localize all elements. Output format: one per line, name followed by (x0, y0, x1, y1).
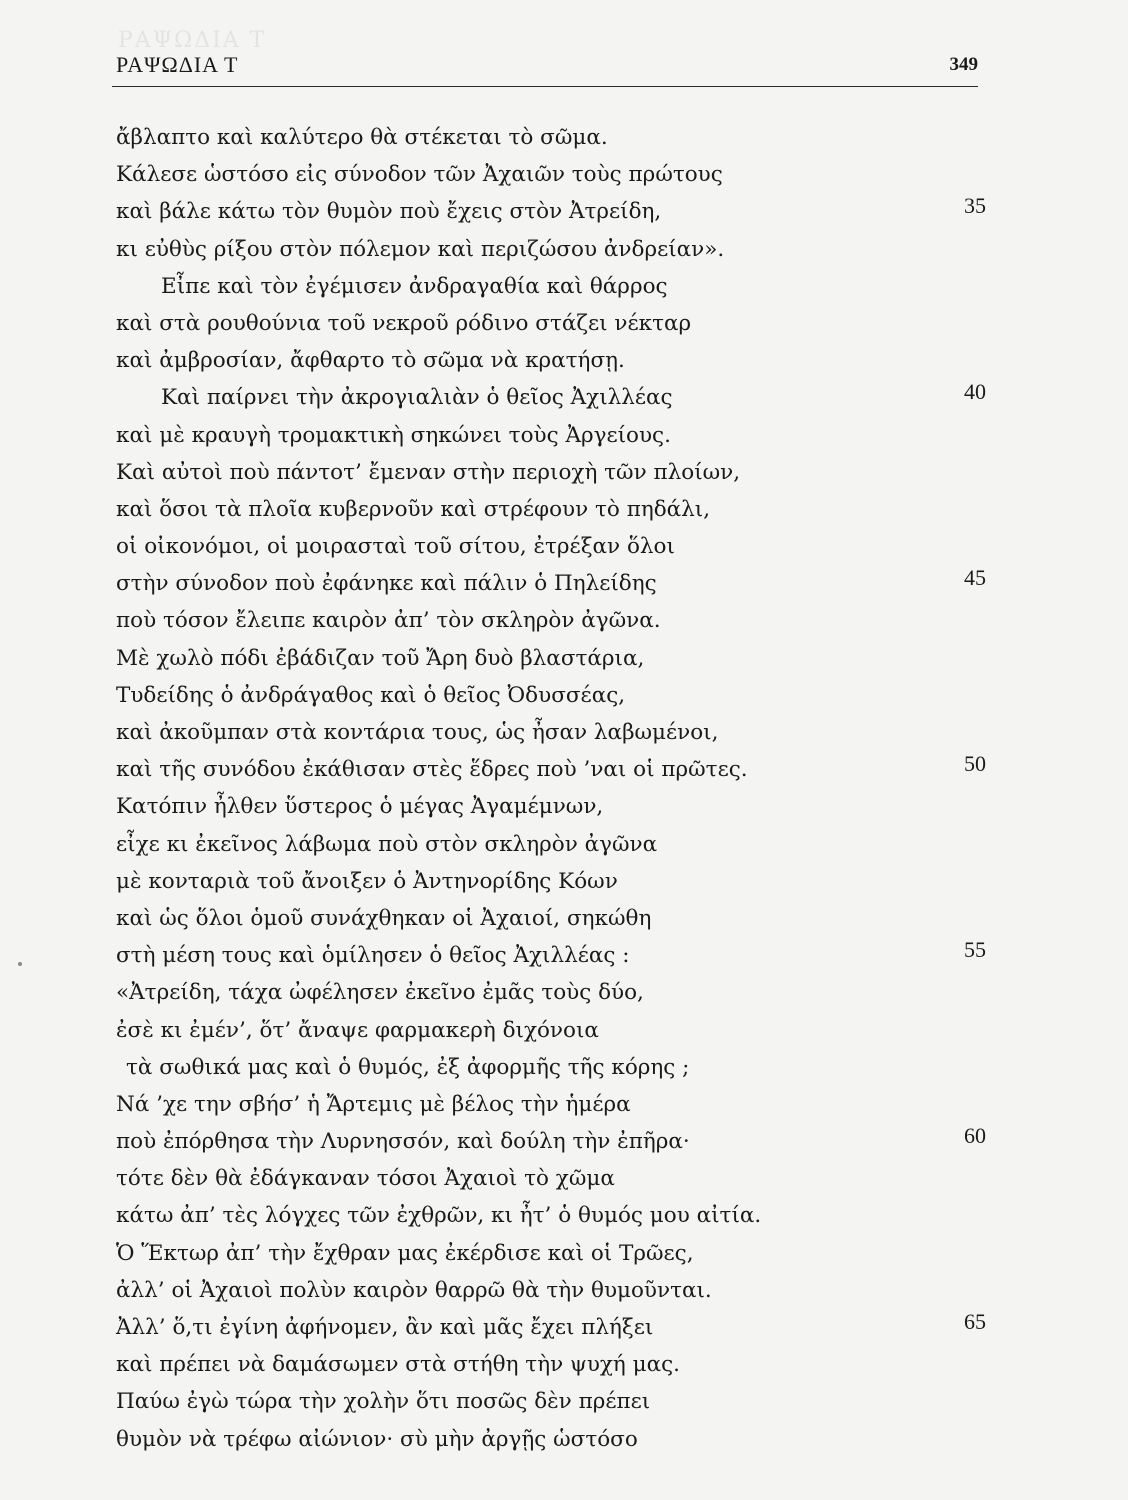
page-header (116, 52, 982, 86)
verse-line (116, 454, 986, 491)
verse-line (116, 1383, 986, 1420)
verse-line (116, 937, 986, 974)
verse-text: τότε δὲν θὰ ἐδάγκαναν τόσοι Ἀχαιοὶ τὸ χῶμα (116, 1166, 615, 1192)
running-head: ΡΑΨΩΔΙΑ Τ (116, 52, 239, 77)
verse-text: ποὺ ἐπόρθησα τὴν Λυρνησσόν, καὶ δούλη τὴν ἐπῆρα· (116, 1129, 690, 1155)
verse-text: Μὲ χωλὸ πόδι ἐβάδιζαν τοῦ Ἄρη δυὸ βλαστάρια, (116, 645, 645, 671)
verse-line (116, 714, 986, 751)
verse-text: Καὶ αὐτοὶ ποὺ πάντοτ’ ἔμεναν στὴν περιοχὴ τῶν πλοίων, (116, 459, 741, 485)
verse-text: «Ἀτρείδη, τάχα ὠφέλησεν ἐκεῖνο ἐμᾶς τοὺς δύο, (116, 980, 644, 1006)
bleed-through-text: ΡΑΨΩΔΙΑ Τ (118, 28, 267, 53)
verse-text: θυμὸν νὰ τρέφω αἰώνιον· σὺ μὴν ἀργῇς ὡστόσο (116, 1426, 638, 1452)
line-number: 35 (964, 193, 986, 219)
verse-line (116, 528, 986, 565)
verse-line (116, 156, 986, 193)
verse-line (116, 1421, 986, 1458)
verse-text: Ἀλλ’ ὅ,τι ἐγίνη ἀφήνομεν, ἂν καὶ μᾶς ἔχει πλήξει (116, 1315, 654, 1340)
line-number: 65 (964, 1309, 986, 1334)
verse-line (116, 342, 986, 379)
verse-text: ἄβλαπτο καὶ καλύτερο θὰ στέκεται τὸ σῶμα. (116, 125, 608, 150)
verse-line (116, 1086, 986, 1123)
verse-line (116, 491, 986, 528)
verse-text: καὶ στὰ ρουθούνια τοῦ νεκροῦ ρόδινο στάζει νέκταρ (116, 310, 692, 336)
verse-text: ἐσὲ κι ἐμέν’, ὅτ’ ἄναψε φαρμακερὴ διχόνοια (116, 1017, 599, 1043)
header-rule (112, 86, 978, 87)
verse-text: καὶ βάλε κάτω τὸν θυμὸν ποὺ ἔχεις στὸν Ἀτρείδη, (116, 199, 662, 225)
verse-line (116, 1012, 986, 1049)
verse-line (116, 900, 986, 937)
verse-text: καὶ ὡς ὅλοι ὁμοῦ συνάχθηκαν οἱ Ἀχαιοί, σηκώθη (116, 905, 652, 931)
verse-line (116, 640, 986, 677)
verse-line (116, 1309, 986, 1346)
verse-line (116, 193, 986, 230)
verse-line (116, 305, 986, 342)
verse-text: Εἶπε καὶ τὸν ἐγέμισεν ἀνδραγαθία καὶ θάρρος (161, 273, 668, 299)
verse-text: μὲ κονταριὰ τοῦ ἄνοιξεν ὁ Ἀντηνορίδης Κόων (116, 868, 618, 894)
line-number: 55 (964, 937, 986, 963)
verse-text: Ὁ Ἕκτωρ ἀπ’ τὴν ἔχθραν μας ἐκέρδισε καὶ οἱ Τρῶες, (116, 1240, 694, 1266)
verse-line (116, 974, 986, 1011)
verse-text: Τυδείδης ὁ ἀνδράγαθος καὶ ὁ θεῖος Ὀδυσσέας, (116, 682, 626, 708)
verse-text: Κάλεσε ὡστόσο εἰς σύνοδον τῶν Ἀχαιῶν τοὺς πρώτους (116, 162, 723, 188)
line-number: 60 (964, 1123, 986, 1149)
verse-line (116, 1272, 986, 1309)
line-number: 40 (964, 379, 986, 405)
verse-text: ποὺ τόσον ἔλειπε καιρὸν ἀπ’ τὸν σκληρὸν ἀγῶνα. (116, 608, 661, 634)
verse-line (116, 231, 986, 268)
verse-text: τὰ σωθικά μας καὶ ὁ θυμός, ἐξ ἀφορμῆς τῆς κόρης ; (126, 1054, 690, 1080)
verse-line (116, 379, 986, 416)
page-number: 349 (949, 54, 978, 75)
verse-text: καὶ τῆς συνόδου ἐκάθισαν στὲς ἕδρες ποὺ ’ναι οἱ πρῶτες. (116, 757, 748, 783)
verse-text: Νά ’χε την σβήσ’ ἡ Ἄρτεμις μὲ βέλος τὴν ἡμέρα (116, 1091, 631, 1117)
verse-line (116, 677, 986, 714)
verse-text: κι εὐθὺς ρίξου στὸν πόλεμον καὶ περιζώσου ἀνδρείαν». (116, 236, 725, 262)
verse-text: στὴν σύνοδον ποὺ ἐφάνηκε καὶ πάλιν ὁ Πηλείδης (116, 571, 657, 597)
verse-block (116, 119, 986, 1458)
verse-line (116, 565, 986, 602)
verse-line (116, 268, 986, 305)
verse-line (116, 119, 986, 156)
verse-text: οἱ οἰκονόμοι, οἱ μοιρασταὶ τοῦ σίτου, ἐτρέξαν ὅλοι (116, 534, 675, 560)
verse-text: εἶχε κι ἐκεῖνος λάβωμα ποὺ στὸν σκληρὸν ἀγῶνα (116, 831, 658, 857)
verse-line (116, 1049, 986, 1086)
verse-text: καὶ ἀμβροσίαν, ἄφθαρτο τὸ σῶμα νὰ κρατήσῃ. (116, 348, 625, 374)
verse-line (116, 1235, 986, 1272)
verse-line (116, 788, 986, 825)
verse-line (116, 1160, 986, 1197)
verse-line (116, 826, 986, 863)
verse-text: κάτω ἀπ’ τὲς λόγχες τῶν ἐχθρῶν, κι ἦτ’ ὁ θυμός μου αἰτία. (116, 1203, 762, 1229)
verse-text: ἀλλ’ οἱ Ἀχαιοὶ πολὺν καιρὸν θαρρῶ θὰ τὴν θυμοῦνται. (116, 1277, 712, 1303)
verse-text: καὶ πρέπει νὰ δαμάσωμεν στὰ στήθη τὴν ψυχή μας. (116, 1352, 681, 1378)
verse-line (116, 1346, 986, 1383)
verse-text: Καὶ παίρνει τὴν ἀκρογιαλιὰν ὁ θεῖος Ἀχιλλέας (161, 385, 673, 411)
margin-speck (18, 962, 22, 966)
verse-line (116, 1197, 986, 1234)
verse-text: Παύω ἐγὼ τώρα τὴν χολὴν ὅτι ποσῶς δὲν πρέπει (116, 1389, 651, 1415)
verse-line (116, 602, 986, 639)
line-number: 45 (964, 565, 986, 591)
verse-text: καὶ ἀκοῦμπαν στὰ κοντάρια τους, ὡς ἦσαν λαβωμένοι, (116, 720, 719, 745)
verse-text: καὶ μὲ κραυγὴ τρομακτικὴ σηκώνει τοὺς Ἀργείους. (116, 422, 671, 448)
line-number: 50 (964, 751, 986, 777)
verse-text: καὶ ὅσοι τὰ πλοῖα κυβερνοῦν καὶ στρέφουν τὸ πηδάλι, (116, 496, 711, 522)
verse-line (116, 751, 986, 788)
verse-text: στὴ μέση τους καὶ ὁμίλησεν ὁ θεῖος Ἀχιλλέας : (116, 943, 630, 969)
verse-line (116, 1123, 986, 1160)
verse-line (116, 863, 986, 900)
verse-text: Κατόπιν ἦλθεν ὕστερος ὁ μέγας Ἀγαμέμνων, (116, 794, 604, 820)
verse-line (116, 417, 986, 454)
